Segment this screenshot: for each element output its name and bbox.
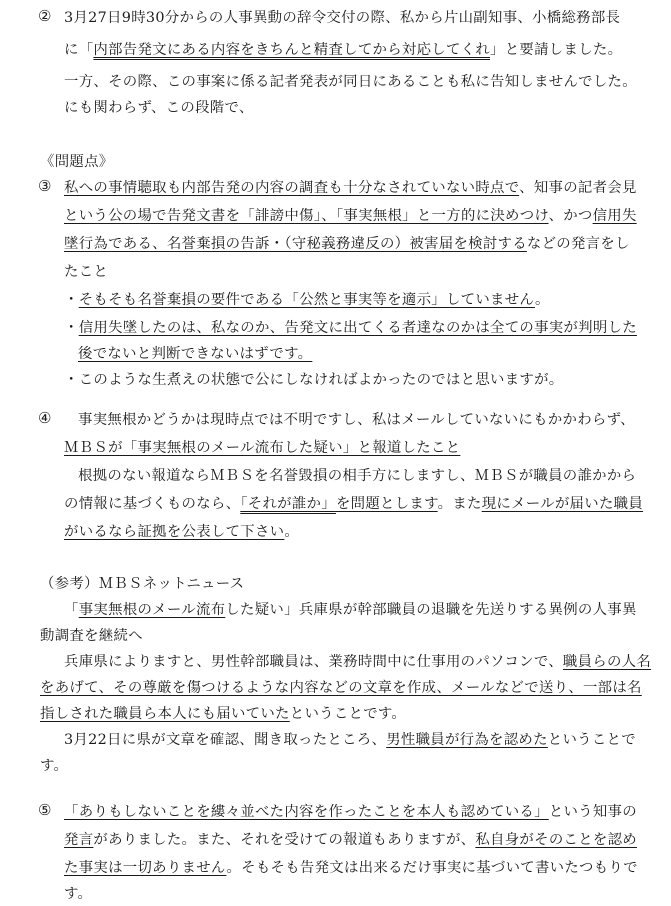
section-3-line-1: 私への事情聴取も内部告発の内容の調査も十分なされていない時点で、知事の記者会見 — [64, 180, 637, 196]
reference-line-4: をあげて、その尊厳を傷つけるような内容などの文章を作成、メールなどで送り、一部は名 — [40, 680, 642, 696]
section-4-line-5: がいるなら証拠を公表して下さい。 — [64, 524, 300, 540]
section-4-line-3: 根拠のない報道ならＭＢＳを名誉毀損の相手方にしますし、ＭＢＳが職員の誰かから — [78, 468, 637, 484]
reference-line-2: 動調査を継続へ — [40, 628, 143, 644]
section-4-line-2: ＭＢＳが「事実無根のメール流布した疑い」と報道したこと — [64, 440, 461, 456]
section-3-bullet-2: ・信用失墜したのは、私なのか、告発文に出てくる者達なのかは全ての事実が判明した — [64, 320, 637, 336]
problems-heading: 《問題点》 — [40, 154, 114, 170]
section-3-line-3: 墜行為である、名誉棄損の告訴・（守秘義務違反の）被害届を検討するなどの発言をし — [64, 236, 630, 252]
section-2-line-4: にも関わらず、この段階で、 — [64, 100, 254, 116]
reference-line-7: す。 — [40, 758, 69, 774]
reference-line-1: 「事実無根のメール流布した疑い」兵庫県が幹部職員の退職を先送りする異例の人事異 — [64, 602, 637, 618]
reference-line-5: 指しされた職員ら本人にも届いていたということです。 — [40, 706, 407, 722]
section-3-line-2: という公の場で告発文書を「誹謗中傷」、「事実無根」と一方的に決めつけ、かつ信用失 — [64, 208, 637, 224]
section-4-number: ④ — [38, 409, 52, 427]
section-5-number: ⑤ — [38, 801, 52, 819]
section-5-line-4: す。 — [64, 886, 93, 902]
section-5-line-2: 発言がありました。また、それを受けての報道もありますが、私自身がそのことを認め — [64, 832, 637, 848]
section-3-line-4: たこと — [64, 264, 109, 280]
reference-line-6: 3月22日に県が文章を確認、聞き取ったところ、男性職員が行為を認めたということで — [64, 732, 636, 748]
section-2-line-1: 3月27日9時30分からの人事異動の辞令交付の際、私から片山副知事、小橋総務部長 — [64, 10, 621, 26]
section-3-bullet-2-cont: 後でないと判断できないはずです。 — [78, 346, 313, 362]
section-5-line-3: た事実は一切ありません。そもそも告発文は出来るだけ事実に基づいて書いたつもりで — [64, 860, 638, 876]
reference-heading: （参考）ＭＢＳネットニュース — [40, 576, 245, 592]
section-2-line-3: 一方、その際、この事案に係る記者発表が同日にあることも私に告知しませんでした。 — [64, 74, 637, 90]
reference-line-3: 兵庫県によりますと、男性幹部職員は、業務時間中に仕事用のパソコンで、職員らの人名 — [64, 654, 652, 670]
section-2-line-2: に「内部告発文にある内容をきちんと精査してから対応してくれ」と要請しました。 — [64, 42, 623, 58]
section-4-line-4: の情報に基づくものなら、「それが誰か」を問題とします。また現にメールが届いた職員 — [64, 496, 644, 512]
section-4-line-1: 事実無根かどうかは現時点では不明ですし、私はメールしていないにもかかわらず、 — [78, 412, 635, 428]
section-5-line-1: 「ありもしないことを縷々並べた内容を作ったことを本人も認めている」という知事の — [64, 804, 637, 820]
section-2-number: ② — [38, 7, 52, 25]
section-3-bullet-3: ・このような生煮えの状態で公にしなければよかったのではと思いますが。 — [64, 372, 564, 388]
section-3-bullet-1: ・そもそも名誉棄損の要件である「公然と事実等を適示」していません。 — [64, 292, 550, 308]
section-3-number: ③ — [38, 177, 52, 195]
